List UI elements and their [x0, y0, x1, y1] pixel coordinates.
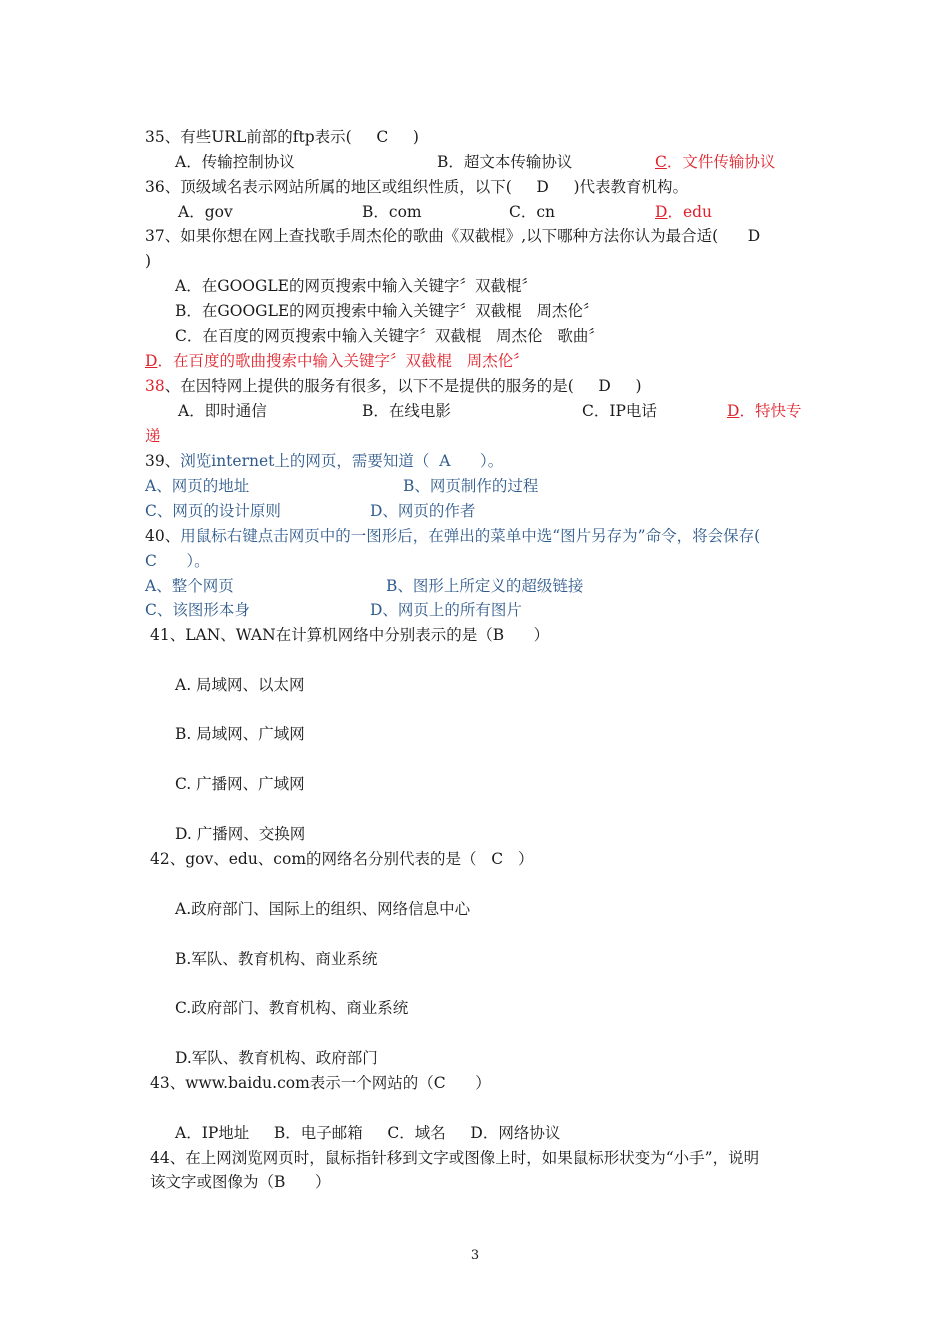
q39-option-a: A、网页的地址: [145, 477, 250, 495]
q37-option-d-letter: D: [145, 352, 158, 370]
q36-stem: 36、顶级域名表示网站所属的地区或组织性质，以下( D )代表教育机构。: [145, 178, 689, 196]
q36-option-b: B．com: [362, 203, 422, 221]
q35-option-b: B．超文本传输协议: [437, 153, 573, 171]
q36-option-c: C．cn: [509, 203, 556, 221]
q39-option-c: C、网页的设计原则: [145, 502, 281, 520]
q36-option-d: [655, 201, 712, 223]
q43-stem: 43、www.baidu.com表示一个网站的（C ）: [150, 1074, 491, 1092]
q41-option-b: B. 局域网、广域网: [175, 725, 305, 743]
page-number: 3: [470, 1248, 480, 1263]
q36-option-d-text: ．edu: [667, 203, 713, 221]
q41-stem: 41、LAN、WAN在计算机网络中分别表示的是（B ）: [150, 626, 550, 644]
q37-option-b: B．在GOOGLE的网页搜索中输入关键字〞双截棍 周杰伦〞: [175, 302, 599, 320]
q42-option-c: C.政府部门、教育机构、商业系统: [175, 999, 409, 1017]
q38-option-c: C．IP电话: [582, 402, 657, 420]
q35-option-c-text: ．文件传输协议: [666, 153, 776, 171]
q44-stem-line2: 该文字或图像为（B ）: [150, 1173, 331, 1191]
q42-option-d: D.军队、教育机构、政府部门: [175, 1049, 378, 1067]
q39-option-d: D、网页的作者: [370, 502, 476, 520]
q37-option-a: A．在GOOGLE的网页搜索中输入关键字〞双截棍〞: [175, 277, 537, 295]
q37-option-d-text: ．在百度的歌曲搜索中输入关键字〞双截棍 周杰伦〞: [157, 352, 529, 370]
q36-option-a: A．gov: [178, 203, 233, 221]
q40-option-c: C、该图形本身: [145, 601, 250, 619]
q40-number: 40、: [145, 527, 181, 545]
q42-option-b: B.军队、教育机构、商业系统: [175, 950, 378, 968]
q40-stem-line2: C ）。: [145, 552, 210, 570]
q35-stem: 35、有些URL前部的ftp表示( C ): [145, 128, 419, 146]
q42-stem: 42、gov、edu、com的网络名分别代表的是（ C ）: [150, 850, 534, 868]
q36-option-d-letter: D: [655, 203, 668, 221]
q35-option-c: [655, 151, 775, 173]
q43-options: A．IP地址 B．电子邮箱 C．域名 D．网络协议: [175, 1124, 561, 1142]
q38-number: 38: [145, 377, 165, 395]
q38-option-d-letter: D: [727, 402, 740, 420]
q40-option-b: B、图形上所定义的超级链接: [386, 577, 584, 595]
q35-option-c-letter: C: [655, 153, 667, 171]
q38-stem-text: 、在因特网上提供的服务有很多，以下不是提供的服务的是( D ): [164, 377, 642, 395]
q39-option-b: B、网页制作的过程: [403, 477, 539, 495]
q38-stem: [145, 375, 642, 397]
q39-number: 39、: [145, 452, 181, 470]
q40-option-a: A、整个网页: [145, 577, 234, 595]
q38-option-d-wrap: 递: [145, 427, 161, 445]
q35-option-a: A．传输控制协议: [175, 153, 295, 171]
q41-option-d: D. 广播网、交换网: [175, 825, 306, 843]
q38-option-a: A．即时通信: [178, 402, 267, 420]
q40-option-d: D、网页上的所有图片: [370, 601, 522, 619]
q37-stem-line1: 37、如果你想在网上查找歌手周杰伦的歌曲《双截棍》,以下哪种方法你认为最合适( D: [145, 227, 761, 245]
q39-stem: [145, 450, 503, 472]
q37-option-c: C．在百度的网页搜索中输入关键字〞双截棍 周杰伦 歌曲〞: [175, 327, 604, 345]
q41-option-a: A. 局域网、以太网: [175, 676, 305, 694]
q37-option-d: [145, 350, 529, 372]
q42-option-a: A.政府部门、国际上的组织、网络信息中心: [175, 900, 471, 918]
q39-stem-text: 浏览internet上的网页，需要知道（ A ）。: [180, 452, 504, 470]
q38-option-d: [727, 400, 801, 422]
q40-stem-text: 用鼠标右键点击网页中的一图形后，在弹出的菜单中选“图片另存为”命令，将会保存(: [180, 527, 761, 545]
q37-stem-line2: ): [145, 252, 152, 270]
q38-option-d-text: ．特快专: [739, 402, 802, 420]
q38-option-b: B．在线电影: [362, 402, 451, 420]
q41-option-c: C. 广播网、广域网: [175, 775, 305, 793]
q44-stem-line1: 44、在上网浏览网页时，鼠标指针移到文字或图像上时，如果鼠标形状变为“小手”，说明: [150, 1149, 760, 1167]
q40-stem-line1: [145, 525, 760, 547]
